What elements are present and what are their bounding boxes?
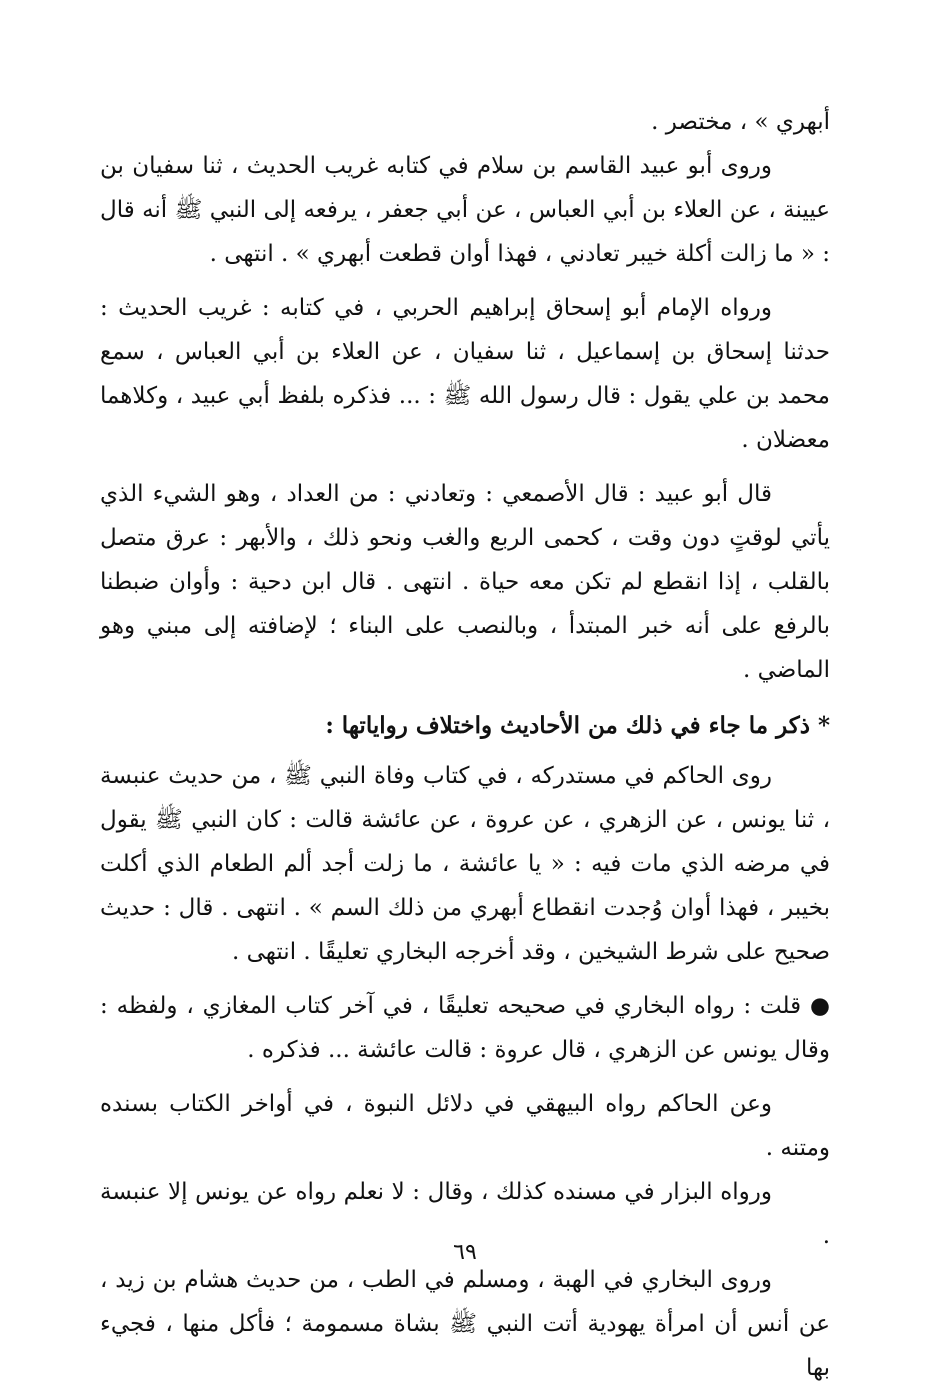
paragraph-8: ورواه البزار في مسنده كذلك ، وقال : لا نعلم رواه عن يونس إلا عنبسة . bbox=[100, 1179, 830, 1249]
paragraph-4: قال أبو عبيد : قال الأصمعي : وتعادني : من العداد ، وهو الشيء الذي يأتي لوقتٍ دون وقت ، كحمى الربع والغب ونحو ذلك ، والأبهر : عرق متصل بالقلب ، إذا انقطع لم تكن معه حياة . انتهى . قال ابن دحية : وأوان ضبطنا بالرفع على أنه خبر المبتدأ ، وبالنصب على البناء ؛ لإضافته إلى مبني وهو الماضي . bbox=[100, 481, 830, 683]
paragraph-5: روى الحاكم في مستدركه ، في كتاب وفاة النبي ﷺ ، من حديث عنبسة ، ثنا يونس ، عن الزهري ، عن عروة ، عن عائشة قالت : كان النبي ﷺ يقول في مرضه الذي مات فيه : « يا عائشة ، ما زلت أجد ألم الطعام الذي أكلت بخيبر ، فهذا أوان وُجدت انقطاع أبهري من ذلك السم » . انتهى . قال : حديث صحيح على شرط الشيخين ، وقد أخرجه البخاري تعليقًا . انتهى . bbox=[100, 763, 830, 965]
section-heading: * ذكر ما جاء في ذلك من الأحاديث واختلاف رواياتها : bbox=[325, 712, 830, 739]
page-text bbox=[100, 100, 830, 1390]
paragraph-2: وروى أبو عبيد القاسم بن سلام في كتابه غريب الحديث ، ثنا سفيان بن عيينة ، عن العلاء بن أبي العباس ، عن أبي جعفر ، يرفعه إلى النبي ﷺ أنه قال : « ما زالت أكلة خيبر تعادني ، فهذا أوان قطعت أبهري » . انتهى . bbox=[100, 153, 830, 267]
page-number: ٦٩ bbox=[453, 1240, 477, 1265]
paragraph-1: أبهري » ، مختصر . bbox=[651, 109, 830, 135]
paragraph-9: وروى البخاري في الهبة ، ومسلم في الطب ، من حديث هشام بن زيد ، عن أنس أن امرأة يهودية أتت النبي ﷺ بشاة مسمومة ؛ فأكل منها ، فجيء بها bbox=[100, 1267, 830, 1381]
paragraph-3: ورواه الإمام أبو إسحاق إبراهيم الحربي ، في كتابه : غريب الحديث : حدثنا إسحاق بن إسماعيل ، ثنا سفيان ، عن العلاء بن أبي العباس ، سمع محمد بن علي يقول : قال رسول الله ﷺ : ... فذكره بلفظ أبي عبيد ، وكلاهما معضلان . bbox=[100, 295, 830, 453]
paragraph-6: ● قلت : رواه البخاري في صحيحه تعليقًا ، في آخر كتاب المغازي ، ولفظه : وقال يونس عن الزهري ، قال عروة : قالت عائشة ... فذكره . bbox=[100, 993, 830, 1063]
paragraph-7: وعن الحاكم رواه البيهقي في دلائل النبوة ، في أواخر الكتاب بسنده ومتنه . bbox=[100, 1091, 830, 1161]
